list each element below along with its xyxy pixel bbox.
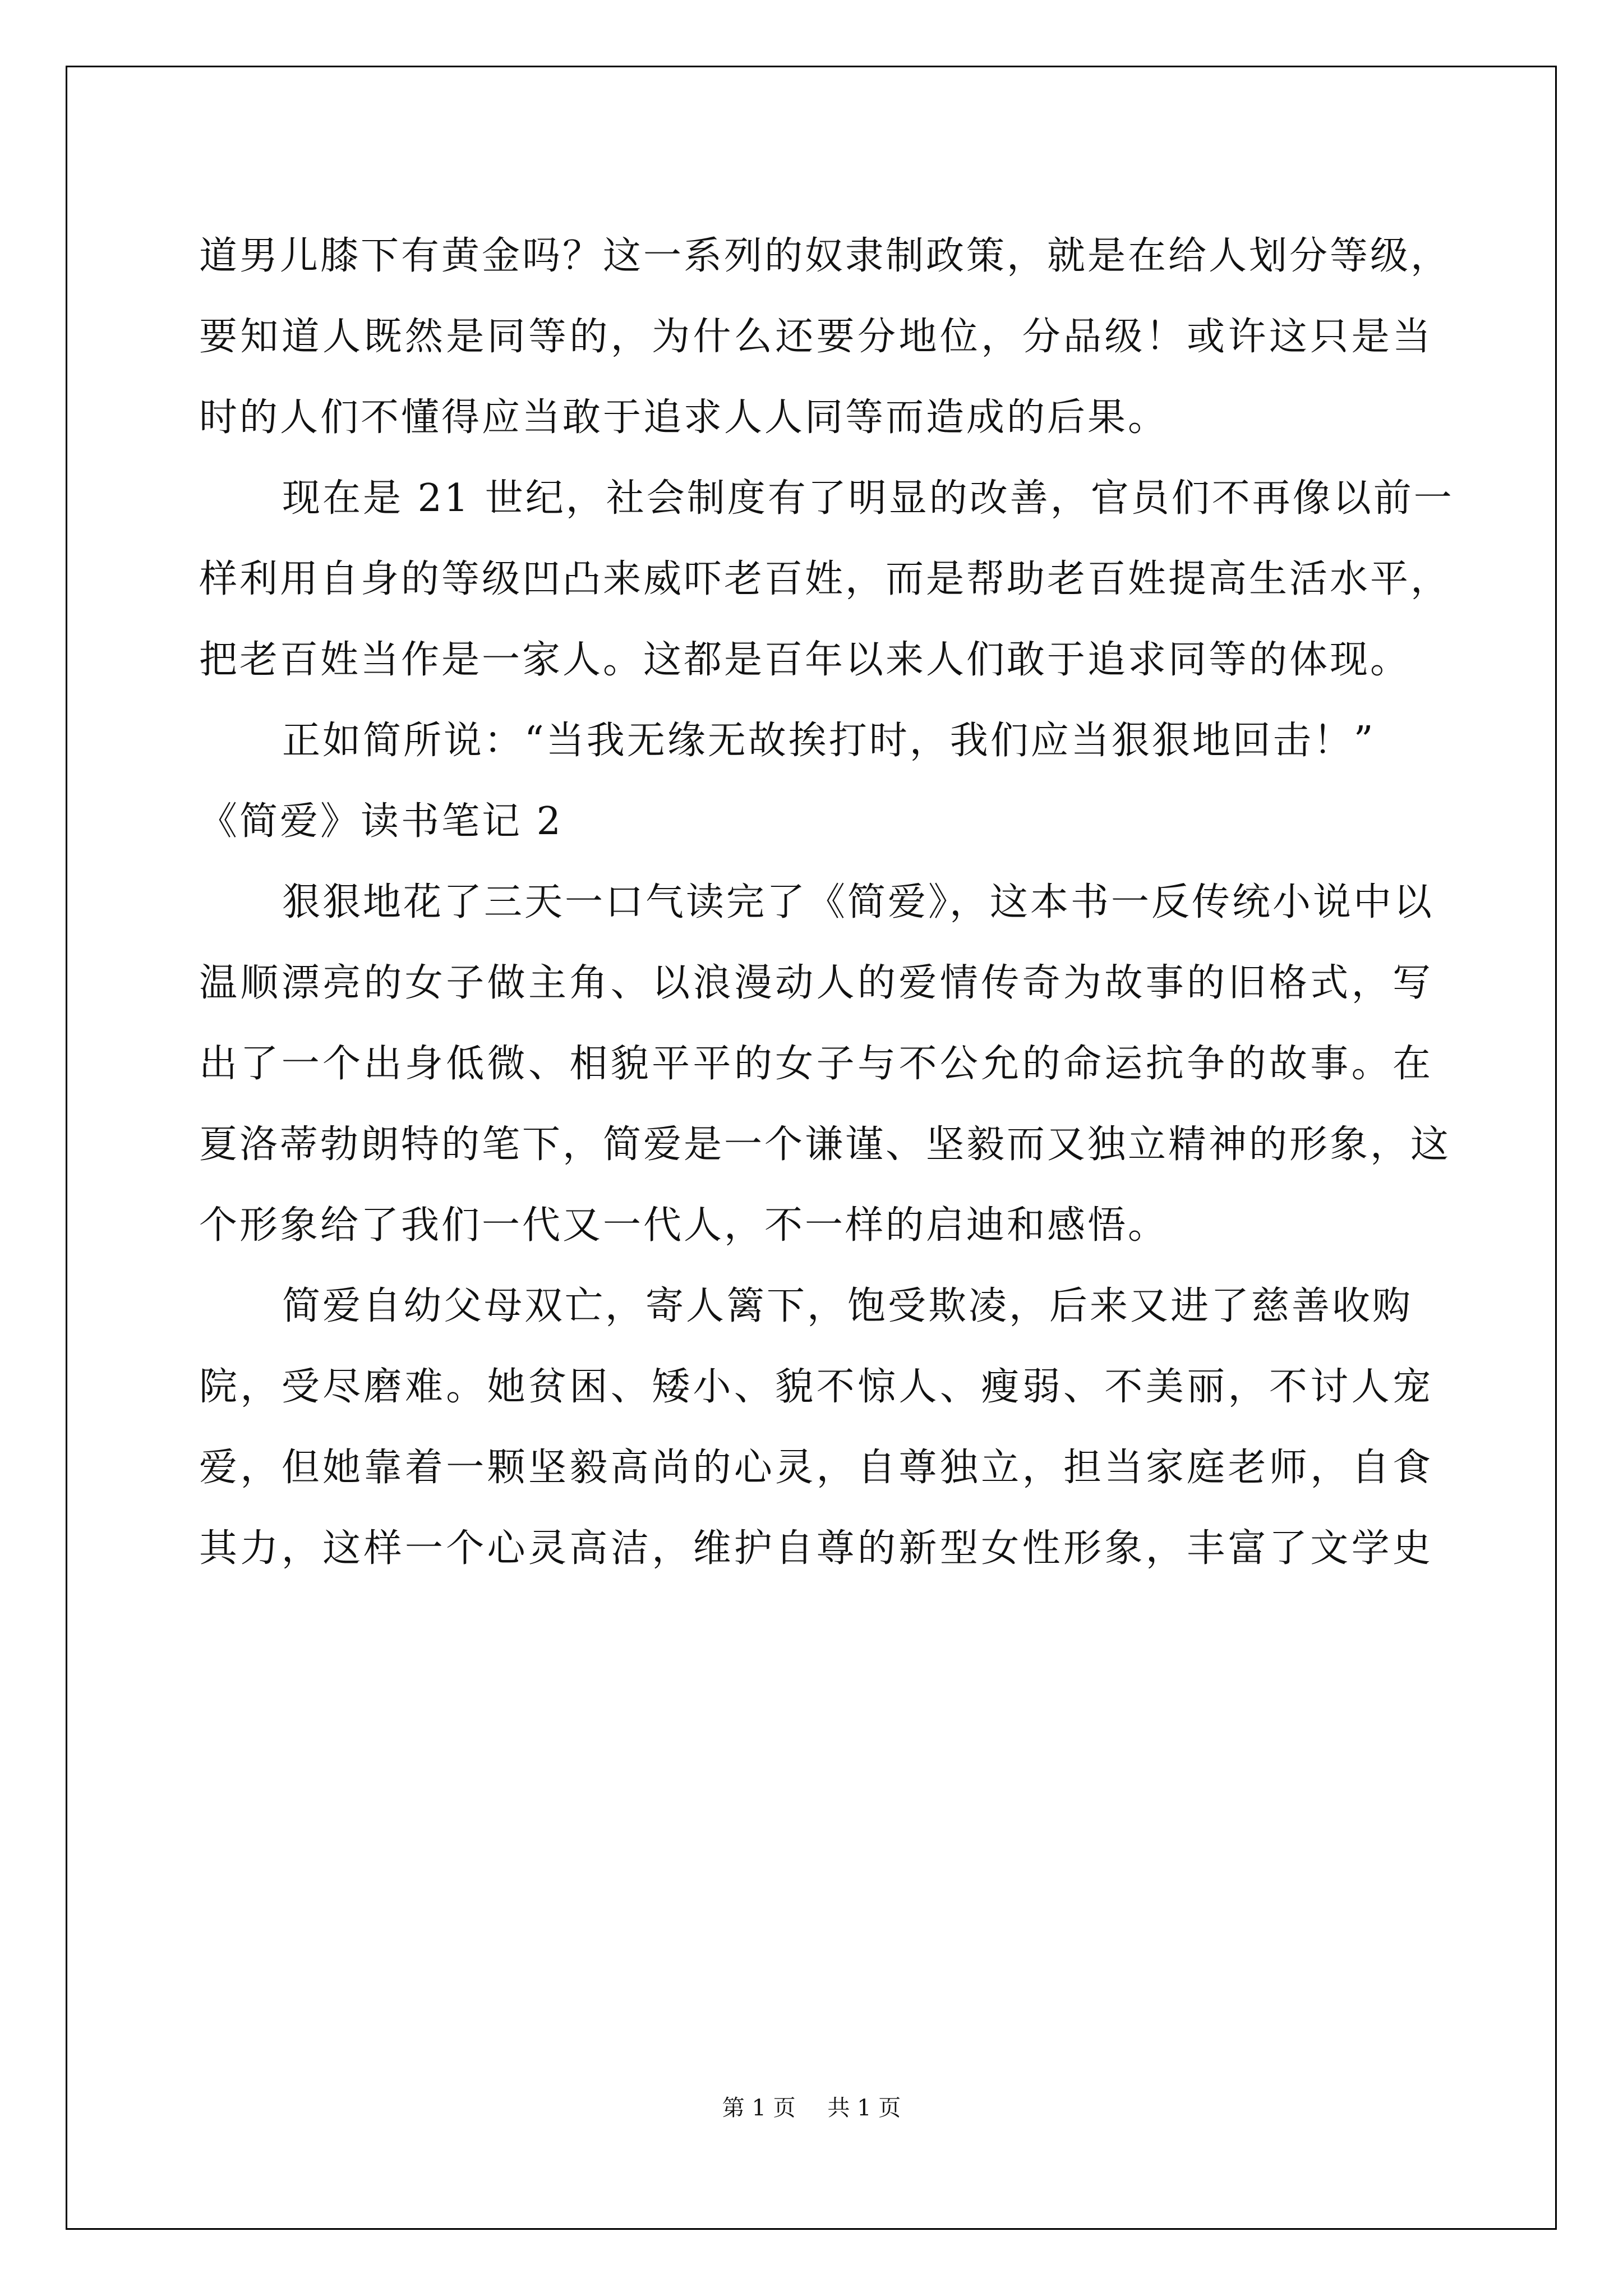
page-total: 共 1 页 xyxy=(827,2095,901,2121)
text-line: 时的人们不懂得应当敢于追求人人同等而造成的后果。 xyxy=(199,395,1169,440)
text-line: 出了一个出身低微、相貌平平的女子与不公允的命运抗争的故事。在 xyxy=(199,1042,1433,1086)
paragraph-start-line: 简爱自幼父母双亡，寄人篱下，饱受欺凌，后来又进了慈善收购 xyxy=(282,1284,1413,1328)
text-line: 院，受尽磨难。她贫困、矮小、貌不惊人、瘦弱、不美丽，不讨人宠 xyxy=(199,1365,1433,1409)
text-line: 个形象给了我们一代又一代人，不一样的启迪和感悟。 xyxy=(199,1203,1169,1248)
page-number: 第 1 页 xyxy=(722,2095,796,2121)
page-footer xyxy=(0,2092,1623,2124)
text-line: 温顺漂亮的女子做主角、以浪漫动人的爱情传奇为故事的旧格式，写 xyxy=(199,961,1433,1005)
paragraph-start-line: 狠狠地花了三天一口气读完了《简爱》，这本书一反传统小说中以 xyxy=(282,880,1435,924)
paragraph-start-line: 现在是 21 世纪，社会制度有了明显的改善，官员们不再像以前一 xyxy=(282,476,1454,521)
text-line: 爱，但她靠着一颗坚毅高尚的心灵，自尊独立，担当家庭老师，自食 xyxy=(199,1446,1433,1490)
text-line: 道男儿膝下有黄金吗？这一系列的奴隶制政策，就是在给人划分等级， xyxy=(199,234,1451,278)
text-line: 把老百姓当作是一家人。这都是百年以来人们敢于追求同等的体现。 xyxy=(199,638,1411,682)
text-line: 其力，这样一个心灵高洁，维护自尊的新型女性形象，丰富了文学史 xyxy=(199,1526,1433,1571)
document-body xyxy=(199,216,1454,1589)
section-heading: 《简爱》读书笔记 2 xyxy=(199,799,563,844)
text-line: 夏洛蒂勃朗特的笔下，简爱是一个谦谨、坚毅而又独立精神的形象，这 xyxy=(199,1122,1451,1167)
text-line: 要知道人既然是同等的，为什么还要分地位，分品级！或许这只是当 xyxy=(199,315,1433,359)
text-line: 样利用自身的等级凹凸来威吓老百姓，而是帮助老百姓提高生活水平， xyxy=(199,557,1451,601)
quote-line: 正如简所说：“当我无缘无故挨打时，我们应当狠狠地回击！” xyxy=(282,719,1376,763)
